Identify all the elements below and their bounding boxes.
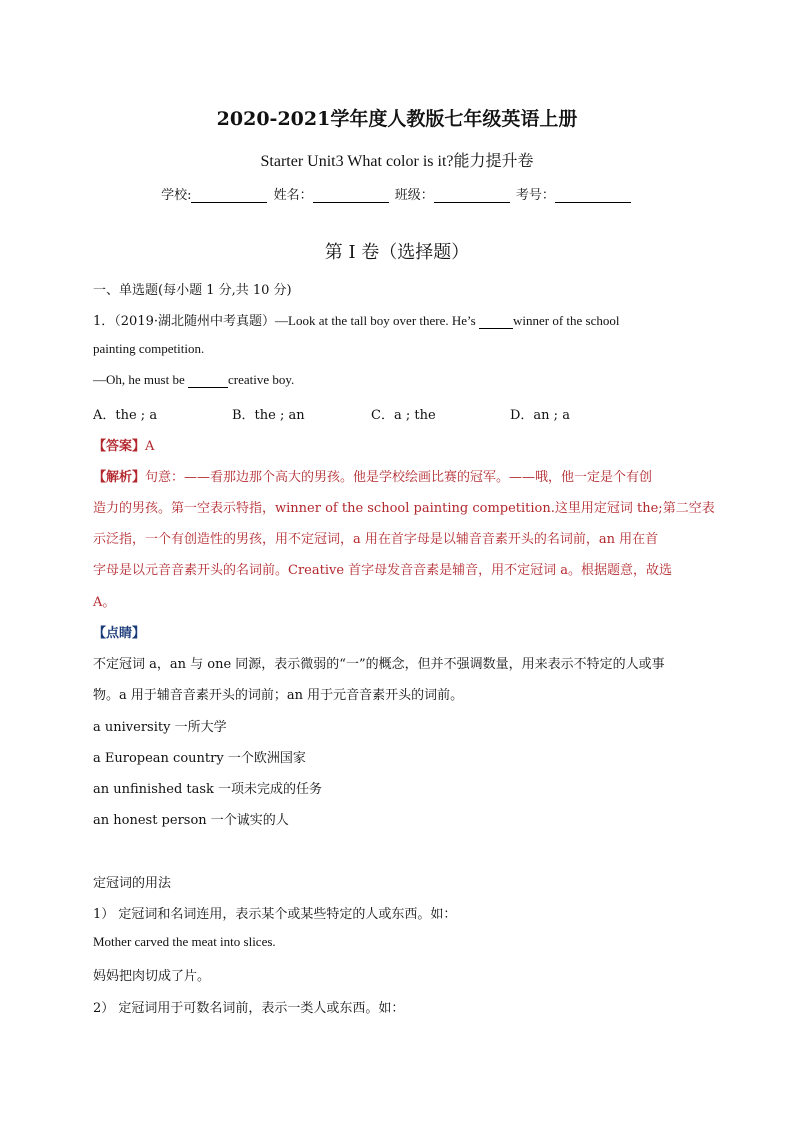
analysis-line-4: 字母是以元音音素开头的名词前。Creative 首字母发音音素是辅音，用不定冠词 a。根据题意，故选: [93, 563, 673, 578]
option-d[interactable]: D．an ; a: [510, 408, 570, 423]
example-3: an unfinished task 一项未完成的任务: [93, 782, 323, 797]
option-b[interactable]: B．the ; an: [232, 408, 305, 423]
exam-number-blank[interactable]: [555, 188, 631, 203]
name-label: 姓名：: [273, 188, 313, 203]
school-blank[interactable]: [191, 188, 267, 203]
definite-line-4: 2） 定冠词用于可数名词前，表示一类人或东西。如：: [93, 1001, 405, 1016]
analysis-label: 【解析】: [93, 470, 146, 485]
analysis-line-2: 造力的男孩。第一空表示特指，winner of the school painting competition.这里用定冠词 the;第二空表: [93, 501, 715, 516]
question-stem: [93, 310, 620, 329]
document-subtitle: Starter Unit3 What color is it?能力提升卷: [260, 153, 534, 170]
answer-value: A: [145, 439, 155, 454]
analysis-line-1: [93, 466, 652, 485]
part-title: 一、单选题(每小题 1 分,共 10 分): [93, 283, 292, 298]
question-text-c: painting competition.: [93, 341, 205, 356]
option-a[interactable]: A．the ; a: [93, 408, 158, 423]
tip-line-2: 物。a 用于辅音音素开头的词前；an 用于元音音素开头的词前。: [93, 688, 464, 703]
definite-heading: 定冠词的用法: [93, 876, 172, 891]
analysis-text: 句意：——看那边那个高大的男孩。他是学校绘画比赛的冠军。——哦，他一定是个有创: [145, 470, 653, 485]
definite-line-3: 妈妈把肉切成了片。: [93, 969, 211, 984]
answer-row: [93, 435, 154, 454]
question-line2-a: —Oh, he must be: [93, 372, 188, 387]
example-4: an honest person 一个诚实的人: [93, 813, 289, 828]
answer-label: 【答案】: [93, 439, 146, 454]
definite-line-1: 1） 定冠词和名词连用，表示某个或某些特定的人或东西。如：: [93, 907, 457, 922]
document-title: 2020-2021学年度人教版七年级英语上册: [216, 108, 578, 130]
name-blank[interactable]: [313, 188, 389, 203]
example-1: a university 一所大学: [93, 720, 227, 735]
section-title: 第 I 卷（选择题）: [324, 242, 470, 263]
class-blank[interactable]: [434, 188, 510, 203]
tip-line-1: 不定冠词 a，an 与 one 同源，表示微弱的“一”的概念，但并不强调数量，用来表示不特定的人或事: [93, 657, 665, 672]
question-line2-b: creative boy.: [227, 372, 295, 387]
question-line-2: [93, 372, 294, 388]
options-row: [93, 404, 649, 423]
question-text-b: winner of the school: [512, 313, 620, 328]
student-info-row: [0, 184, 794, 203]
definite-line-2: Mother carved the meat into slices.: [93, 934, 276, 949]
option-c[interactable]: C．a ; the: [371, 408, 436, 423]
answer-blank-2: [188, 375, 228, 388]
question-source: 1．（2019·湖北随州中考真题）: [93, 314, 275, 329]
analysis-line-5: A。: [93, 595, 116, 610]
tip-label: 【点睛】: [93, 626, 146, 641]
answer-blank-1: [479, 316, 513, 329]
question-text-a: —Look at the tall boy over there. He’s: [275, 313, 479, 328]
exam-number-label: 考号：: [515, 188, 555, 203]
example-2: a European country 一个欧洲国家: [93, 751, 306, 766]
school-label: 学校:: [161, 188, 192, 203]
class-label: 班级：: [394, 188, 434, 203]
analysis-line-3: 示泛指，一个有创造性的男孩，用不定冠词，a 用在首字母是以辅音音素开头的名词前，an 用在首: [93, 532, 659, 547]
